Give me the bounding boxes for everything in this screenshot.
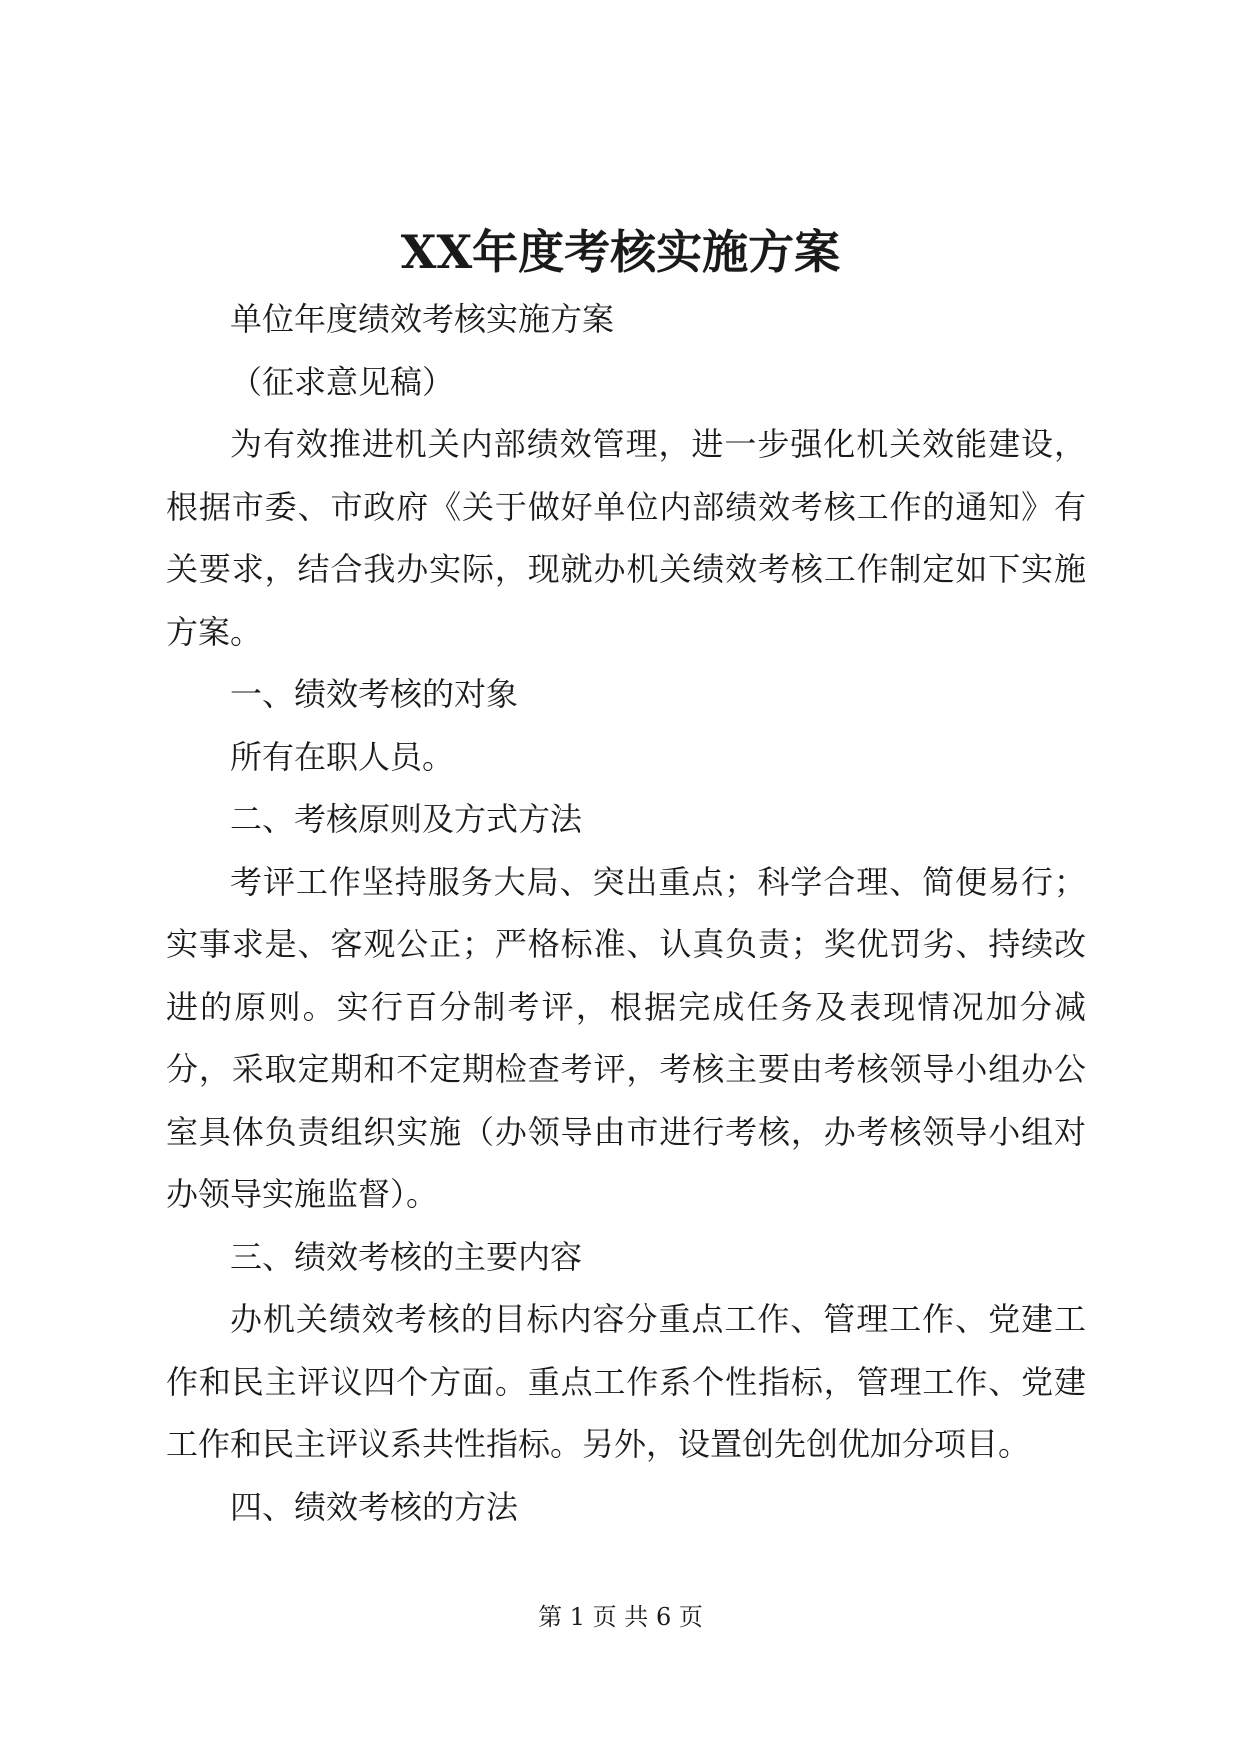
paragraph-subtitle: 单位年度绩效考核实施方案 [230,300,615,338]
page-footer: 第 1 页 共 6 页 [538,1603,703,1631]
section-heading-2: 二、考核原则及方式方法 [230,800,583,838]
paragraph-intro: 为有效推进机关内部绩效管理，进一步强化机关效能建设，根据市委、市政府《关于做好单位内部绩效考核工作的通知》有关要求，结合我办实际，现就办机关绩效考核工作制定如下实施方案。 [166,425,1086,651]
section-heading-1: 一、绩效考核的对象 [230,675,519,713]
section-heading-3: 三、绩效考核的主要内容 [230,1237,583,1276]
paragraph-section-1: 所有在职人员。 [230,737,455,776]
document-title: XX年度考核实施方案 [400,225,841,279]
section-heading-4: 四、绩效考核的方法 [230,1487,519,1526]
paragraph-section-2: 考评工作坚持服务大局、突出重点；科学合理、简便易行；实事求是、客观公正；严格标准、认真负责；奖优罚劣、持续改进的原则。实行百分制考评，根据完成任务及表现情况加分减分，采取定期和不定期检查考评，考核主要由考核领导小组办公室具体负责组织实施（办领导由市进行考核，办考核领导小组对办领导实施监督）。 [166,862,1086,1213]
paragraph-draft-note: （征求意见稿） [230,362,455,401]
paragraph-section-3: 办机关绩效考核的目标内容分重点工作、管理工作、党建工作和民主评议四个方面。重点工作系个性指标，管理工作、党建工作和民主评议系共性指标。另外，设置创先创优加分项目。 [166,1300,1086,1463]
document-body [166,288,1086,1538]
